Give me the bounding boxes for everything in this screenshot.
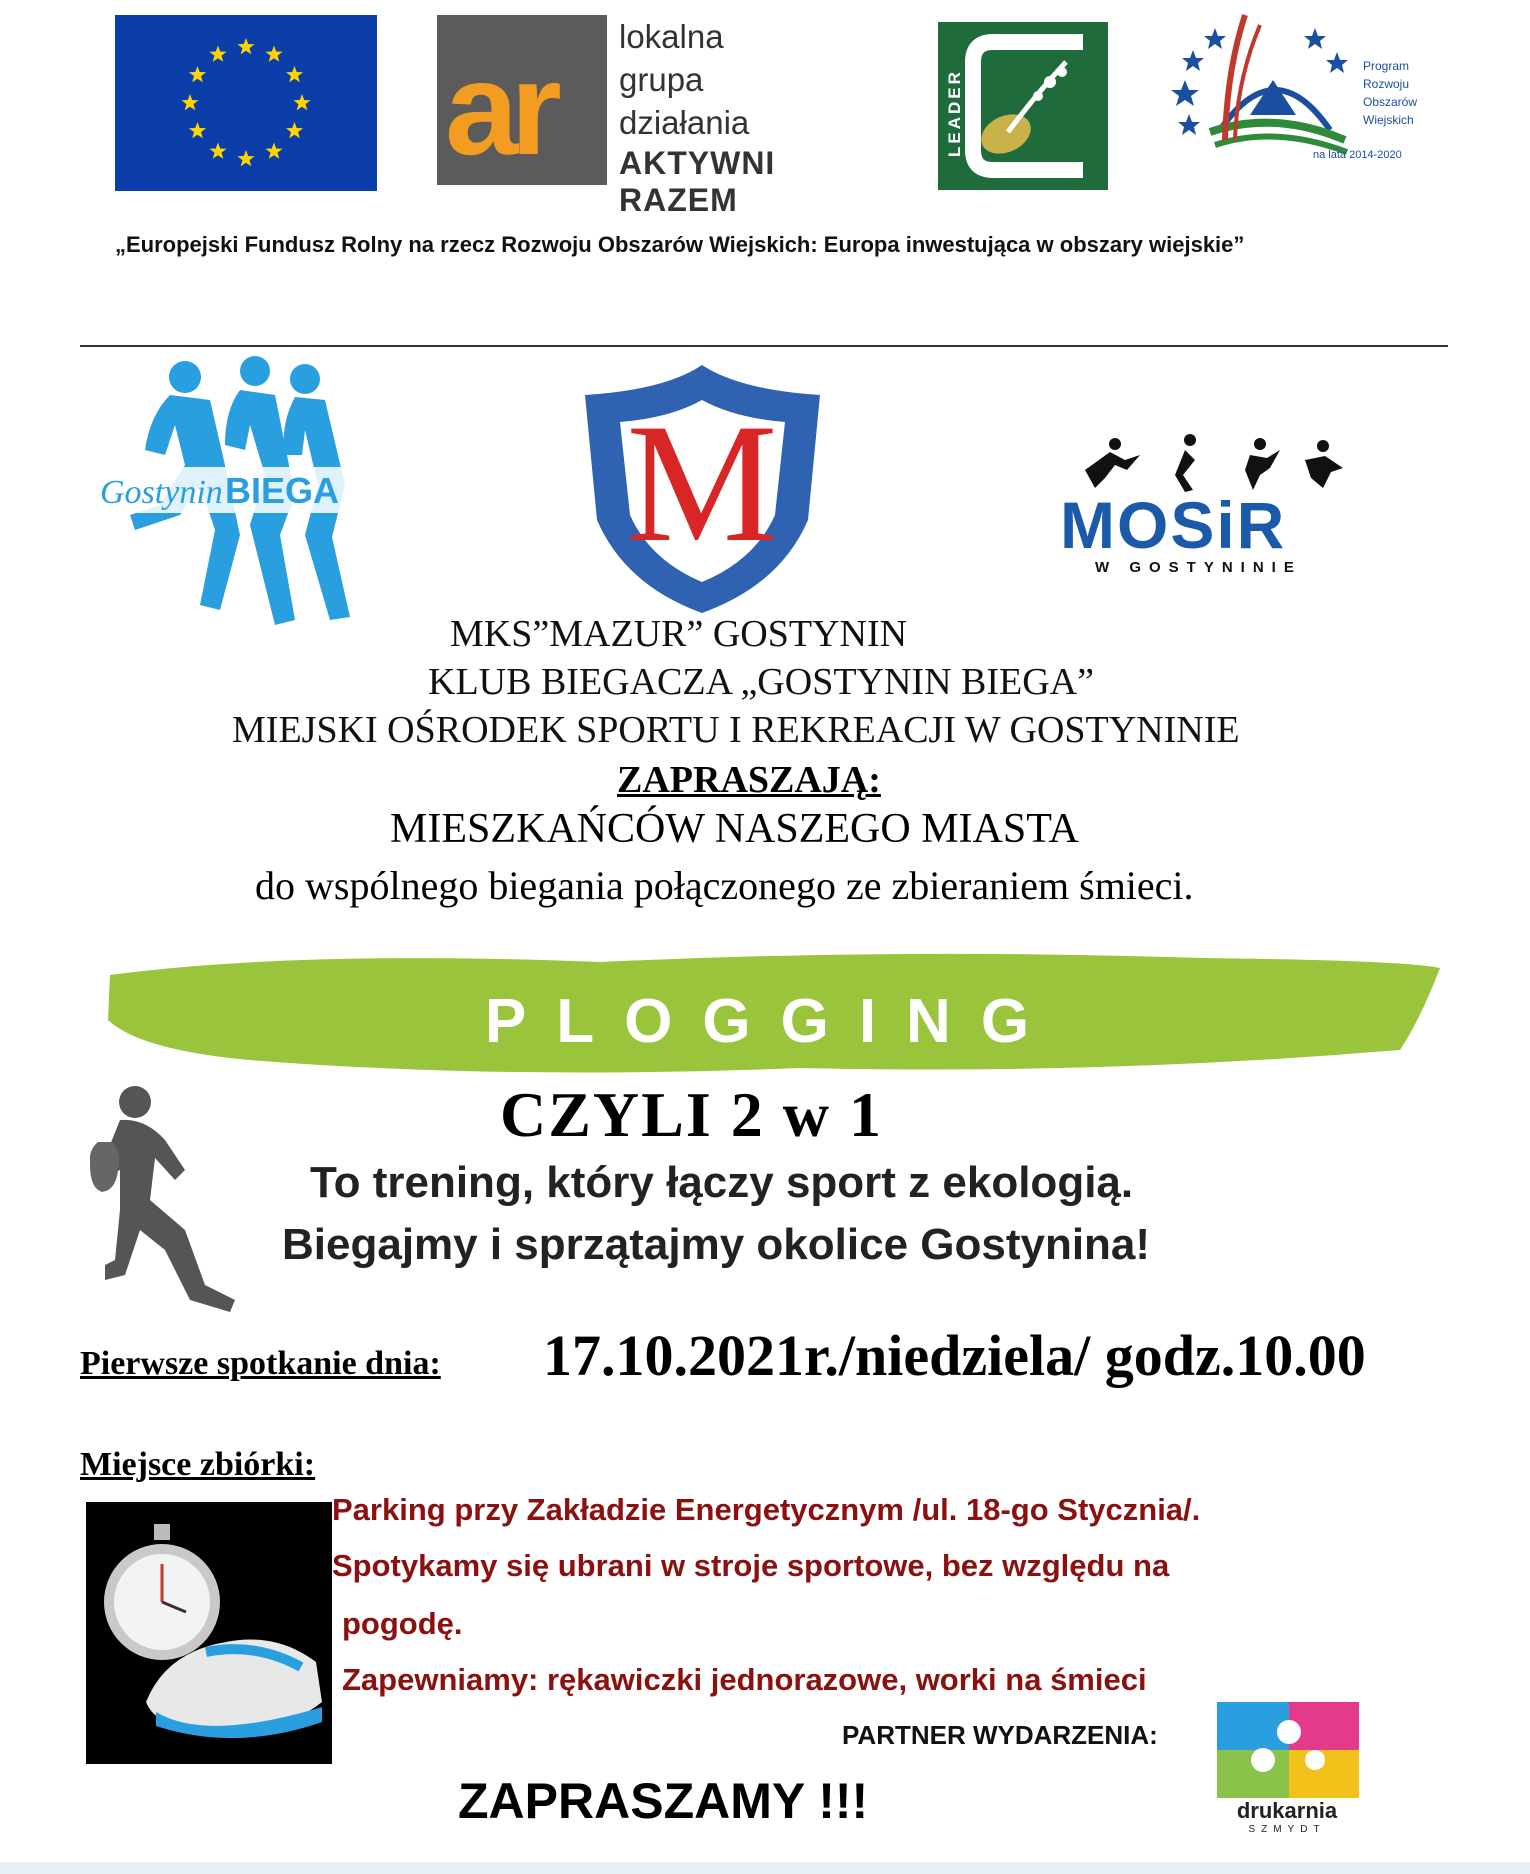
event-name: PLOGGING (484, 987, 1060, 1056)
plogging-banner (100, 950, 1445, 1080)
stopwatch-shoe-image (86, 1502, 332, 1764)
czyli-heading: CZYLI 2 w 1 (500, 1079, 883, 1150)
residents-text: MIESZKAŃCÓW NASZEGO MIASTA (390, 806, 1079, 852)
info-line-clothing: Spotykamy się ubrani w stroje sportowe, bez względu na (332, 1548, 1170, 1583)
runner-silhouette-icon (90, 1080, 260, 1330)
eu-star (209, 143, 226, 159)
mosir-name: MOSiR (1060, 488, 1287, 562)
lgd-line: grupa (619, 61, 704, 98)
organizer-mosir: MIEJSKI OŚRODEK SPORTU I REKREACJI W GOSTYNINIE (232, 709, 1240, 751)
leader-label: LEADER (945, 69, 964, 157)
info-line-provided: Zapewniamy: rękawiczki jednorazowe, worki na śmieci (342, 1662, 1147, 1697)
organizer-mks-mazur: MKS”MAZUR” GOSTYNIN (450, 613, 908, 655)
eu-flag-logo (115, 15, 377, 191)
eu-star (237, 150, 254, 166)
prow-line: Obszarów (1363, 95, 1418, 109)
leader-emblem-icon (938, 22, 1108, 190)
prow-emblem-icon (1165, 10, 1435, 170)
partner-label: PARTNER WYDARZENIA: (842, 1720, 1158, 1750)
lgd-name: AKTYWNI RAZEM (619, 145, 776, 218)
eu-stars-icon (115, 15, 377, 191)
lgd-ar-mark: ar (445, 35, 554, 182)
eu-star (286, 66, 303, 82)
runner-with-bag-image (90, 1080, 260, 1330)
prow-line: Program (1363, 59, 1410, 73)
lgd-line: działania (619, 104, 750, 141)
eu-star (189, 122, 206, 138)
mosir-logo (1055, 430, 1395, 580)
eu-star (286, 122, 303, 138)
first-meeting-date: 17.10.2021r./niedziela/ godz.10.00 (543, 1323, 1366, 1388)
eu-star (237, 38, 254, 54)
leader-logo (938, 22, 1108, 190)
drukarnia-name: drukarnia (1236, 1798, 1338, 1823)
mosir-sub: W GOSTYNINIE (1095, 559, 1302, 576)
invite-heading: ZAPRASZAJĄ: (617, 759, 881, 801)
info-line-weather: pogodę. (342, 1606, 463, 1641)
green-brush-band (100, 950, 1445, 1080)
eu-star (209, 46, 226, 62)
eu-star (181, 94, 198, 110)
lgd-line: lokalna (619, 18, 724, 55)
runners-icon (90, 355, 370, 630)
divider-line (80, 345, 1448, 347)
lgd-description (619, 15, 749, 144)
prow-line: na lata 2014-2020 (1313, 149, 1402, 161)
info-line-parking: Parking przy Zakładzie Energetycznym /ul. 18-go Stycznia/. (332, 1492, 1201, 1527)
drukarnia-szmydt-logo (1205, 1702, 1370, 1834)
gb-script-text: Gostynin (100, 474, 223, 511)
eu-star (265, 46, 282, 62)
joint-running-text: do wspólnego biegania połączonego ze zbieraniem śmieci. (255, 863, 1194, 908)
first-meeting-label: Pierwsze spotkanie dnia: (80, 1345, 441, 1382)
prow-line: Wiejskich (1363, 113, 1414, 127)
puzzle-icon (1205, 1702, 1370, 1834)
drukarnia-sub: SZMYDT (1248, 1824, 1326, 1834)
gb-bold-text: BIEGA (225, 470, 340, 511)
lgd-aktywni-razem-logo (437, 15, 897, 218)
slogan-line: To trening, który łączy sport z ekologią. (310, 1158, 1134, 1207)
slogan-line: Biegajmy i sprzątajmy okolice Gostynina! (282, 1220, 1151, 1269)
eu-star (265, 143, 282, 159)
eu-star (189, 66, 206, 82)
gostynin-biega-logo (90, 355, 370, 630)
mazur-crest-logo (580, 360, 825, 618)
mazur-shield-icon (580, 360, 825, 618)
organizer-klub-biegacza: KLUB BIEGACZA „GOSTYNIN BIEGA” (428, 661, 1094, 703)
bottom-strip (0, 1862, 1530, 1874)
eafrd-text: „Europejski Fundusz Rolny na rzecz Rozwoju Obszarów Wiejskich: Europa inwestująca w obszary wiejskie” (115, 232, 1245, 257)
prow-line: Rozwoju (1363, 77, 1410, 91)
mosir-emblem-icon (1055, 430, 1395, 580)
mazur-letter: M (626, 389, 778, 577)
eu-star (293, 94, 310, 110)
closing-heading: ZAPRASZAMY !!! (458, 1773, 869, 1829)
stopwatch-icon (86, 1502, 332, 1764)
meeting-place-label: Miejsce zbiórki: (80, 1446, 316, 1483)
prow-logo (1165, 10, 1435, 170)
